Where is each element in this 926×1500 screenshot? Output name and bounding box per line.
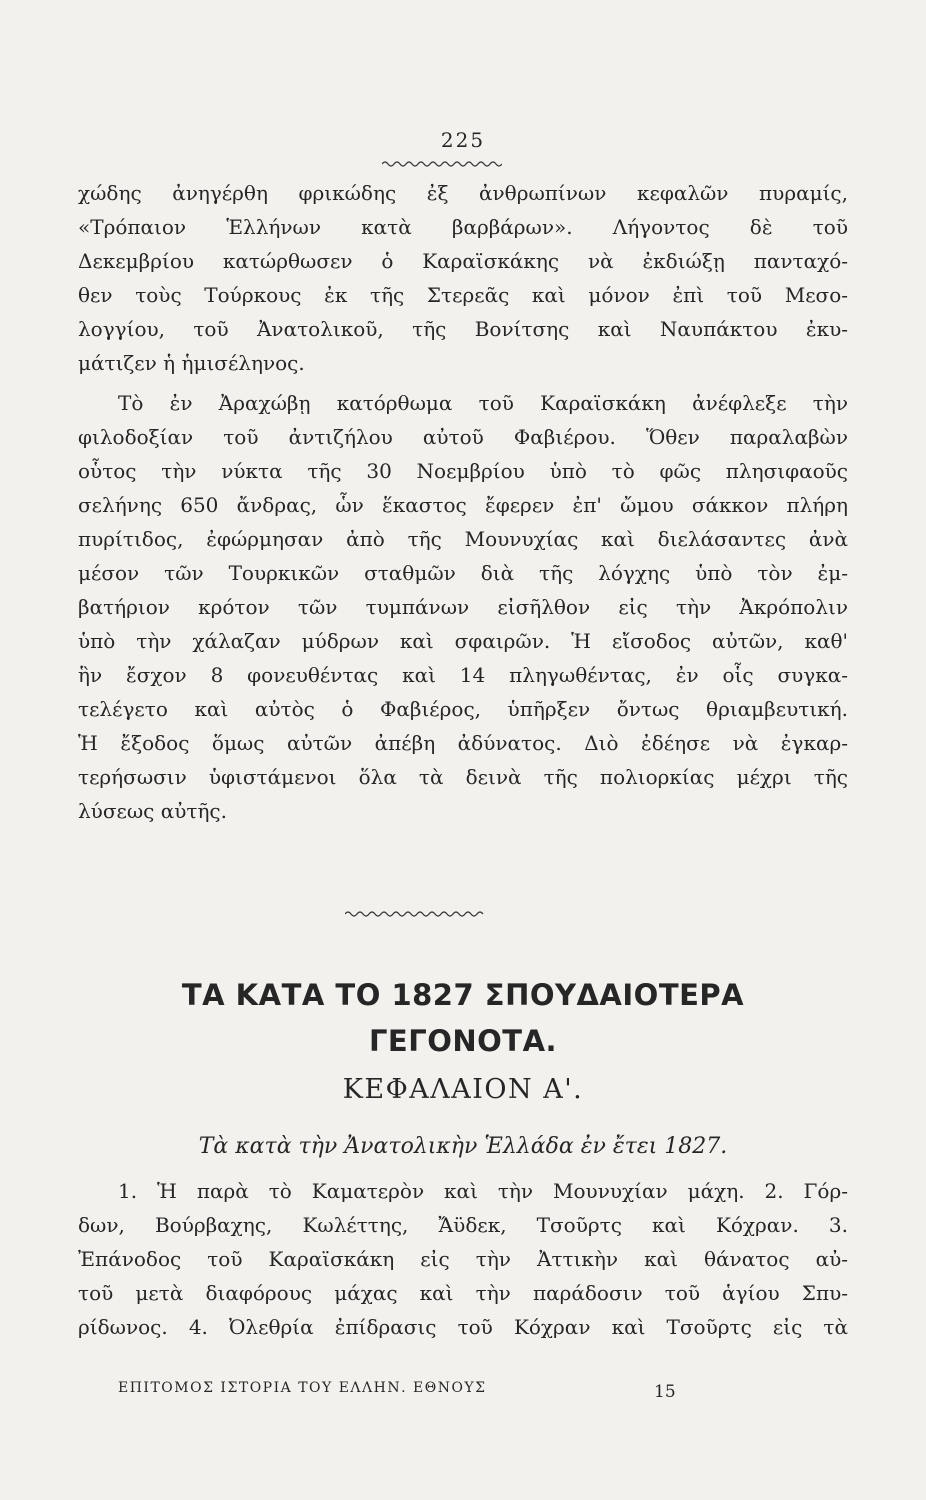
summary-text-line: 1. Ἡ παρὰ τὸ Καματερὸν καὶ τὴν Μουνυχίαν μάχη. 2. Γόρ- (118, 1179, 848, 1203)
body-text-line: φιλοδοξίαν τοῦ ἀντιζήλου αὐτοῦ Φαβιέρου. Ὅθεν παραλαβὼν (78, 425, 848, 449)
body-text-line: τελέγετο καὶ αὐτὸς ὁ Φαβιέρος, ὑπῆρξεν ὄντως θριαμβευτική. (78, 697, 848, 721)
body-text-line: μάτιζεν ἡ ἡμισέληνος. (78, 351, 305, 375)
summary-text-line: δων, Βούρβαχης, Κωλέττης, Ἄϋδεκ, Τσοῦρτς καὶ Κόχραν. 3. (78, 1213, 848, 1237)
body-text-line: Ἡ ἔξοδος ὅμως αὐτῶν ἀπέβη ἀδύνατος. Διὸ ἐδέησε νὰ ἐγκαρ- (78, 731, 848, 755)
body-text-line: οὗτος τὴν νύκτα τῆς 30 Νοεμβρίου ὑπὸ τὸ φῶς πλησιφαοῦς (78, 459, 848, 483)
body-text-line: ἣν ἔσχον 8 φονευθέντας καὶ 14 πληγωθέντας, ἐν οἷς συγκα- (78, 663, 848, 687)
body-text-line: ὑπὸ τὴν χάλαζαν μύδρων καὶ σφαιρῶν. Ἡ εἴσοδος αὐτῶν, καθ' (78, 629, 848, 653)
body-text-line: χώδης ἀνηγέρθη φρικώδης ἐξ ἀνθρωπίνων κεφαλῶν πυραμίς, (78, 181, 848, 205)
section-heading-continued: ΓΕΓΟΝΟΤΑ. (368, 1024, 558, 1058)
signature-mark: 15 (654, 1382, 676, 1402)
chapter-subtitle: Τὰ κατὰ τὴν Ἀνατολικὴν Ἑλλάδα ἐν ἔτει 1827. (198, 1134, 728, 1159)
body-text-line: λογγίου, τοῦ Ἀνατολικοῦ, τῆς Βονίτσης καὶ Ναυπάκτου ἐκυ- (78, 317, 848, 341)
body-text-line: λύσεως αὐτῆς. (78, 799, 227, 823)
page-number: 225 (440, 128, 486, 152)
body-text-line: βατήριον κρότον τῶν τυμπάνων εἰσῆλθον εἰς τὴν Ἀκρόπολιν (78, 595, 848, 619)
body-text-line: τερήσωσιν ὑφιστάμενοι ὅλα τὰ δεινὰ τῆς πολιορκίας μέχρι τῆς (78, 765, 848, 789)
section-ornament-rule (345, 910, 485, 918)
body-text-line: Τὸ ἐν Ἀραχώβῃ κατόρθωμα τοῦ Καραϊσκάκη ἀνέφλεξε τὴν (118, 391, 848, 415)
body-text-line: Δεκεμβρίου κατώρθωσεν ὁ Καραϊσκάκης νὰ ἐκδιώξῃ πανταχό- (78, 249, 848, 273)
body-text-line: σελήνης 650 ἄνδρας, ὧν ἕκαστος ἔφερεν ἐπ' ὤμου σάκκον πλήρη (78, 493, 848, 517)
summary-text-line: τοῦ μετὰ διαφόρους μάχας καὶ τὴν παράδοσιν τοῦ ἁγίου Σπυ- (78, 1281, 848, 1305)
book-title-footer: ΕΠΙΤΟΜΟΣ ΙΣΤΟΡΙΑ ΤΟΥ ΕΛΛΗΝ. ΕΘΝΟΥΣ (118, 1380, 487, 1396)
summary-text-line: ρίδωνος. 4. Ὀλεθρία ἐπίδρασις τοῦ Κόχραν καὶ Τσοῦρτς εἰς τὰ (78, 1315, 848, 1339)
summary-text-line: Ἐπάνοδος τοῦ Καραϊσκάκη εἰς τὴν Ἀττικὴν καὶ θάνατος αὐ- (78, 1247, 848, 1271)
body-text-line: «Τρόπαιον Ἑλλήνων κατὰ βαρβάρων». Λήγοντος δὲ τοῦ (78, 215, 848, 239)
body-text-line: πυρίτιδος, ἐφώρμησαν ἀπὸ τῆς Μουνυχίας καὶ διελάσαντες ἀνὰ (78, 527, 848, 551)
section-heading: ΤΑ ΚΑΤΑ ΤΟ 1827 ΣΠΟΥΔΑΙΟΤΕΡΑ (181, 978, 745, 1012)
top-ornament-rule (382, 160, 502, 168)
body-text-line: θεν τοὺς Τούρκους ἐκ τῆς Στερεᾶς καὶ μόνον ἐπὶ τοῦ Μεσο- (78, 283, 848, 307)
chapter-title: ΚΕΦΑΛΑΙΟΝ Α'. (342, 1074, 584, 1105)
body-text-line: μέσον τῶν Τουρκικῶν σταθμῶν διὰ τῆς λόγχης ὑπὸ τὸν ἐμ- (78, 561, 848, 585)
